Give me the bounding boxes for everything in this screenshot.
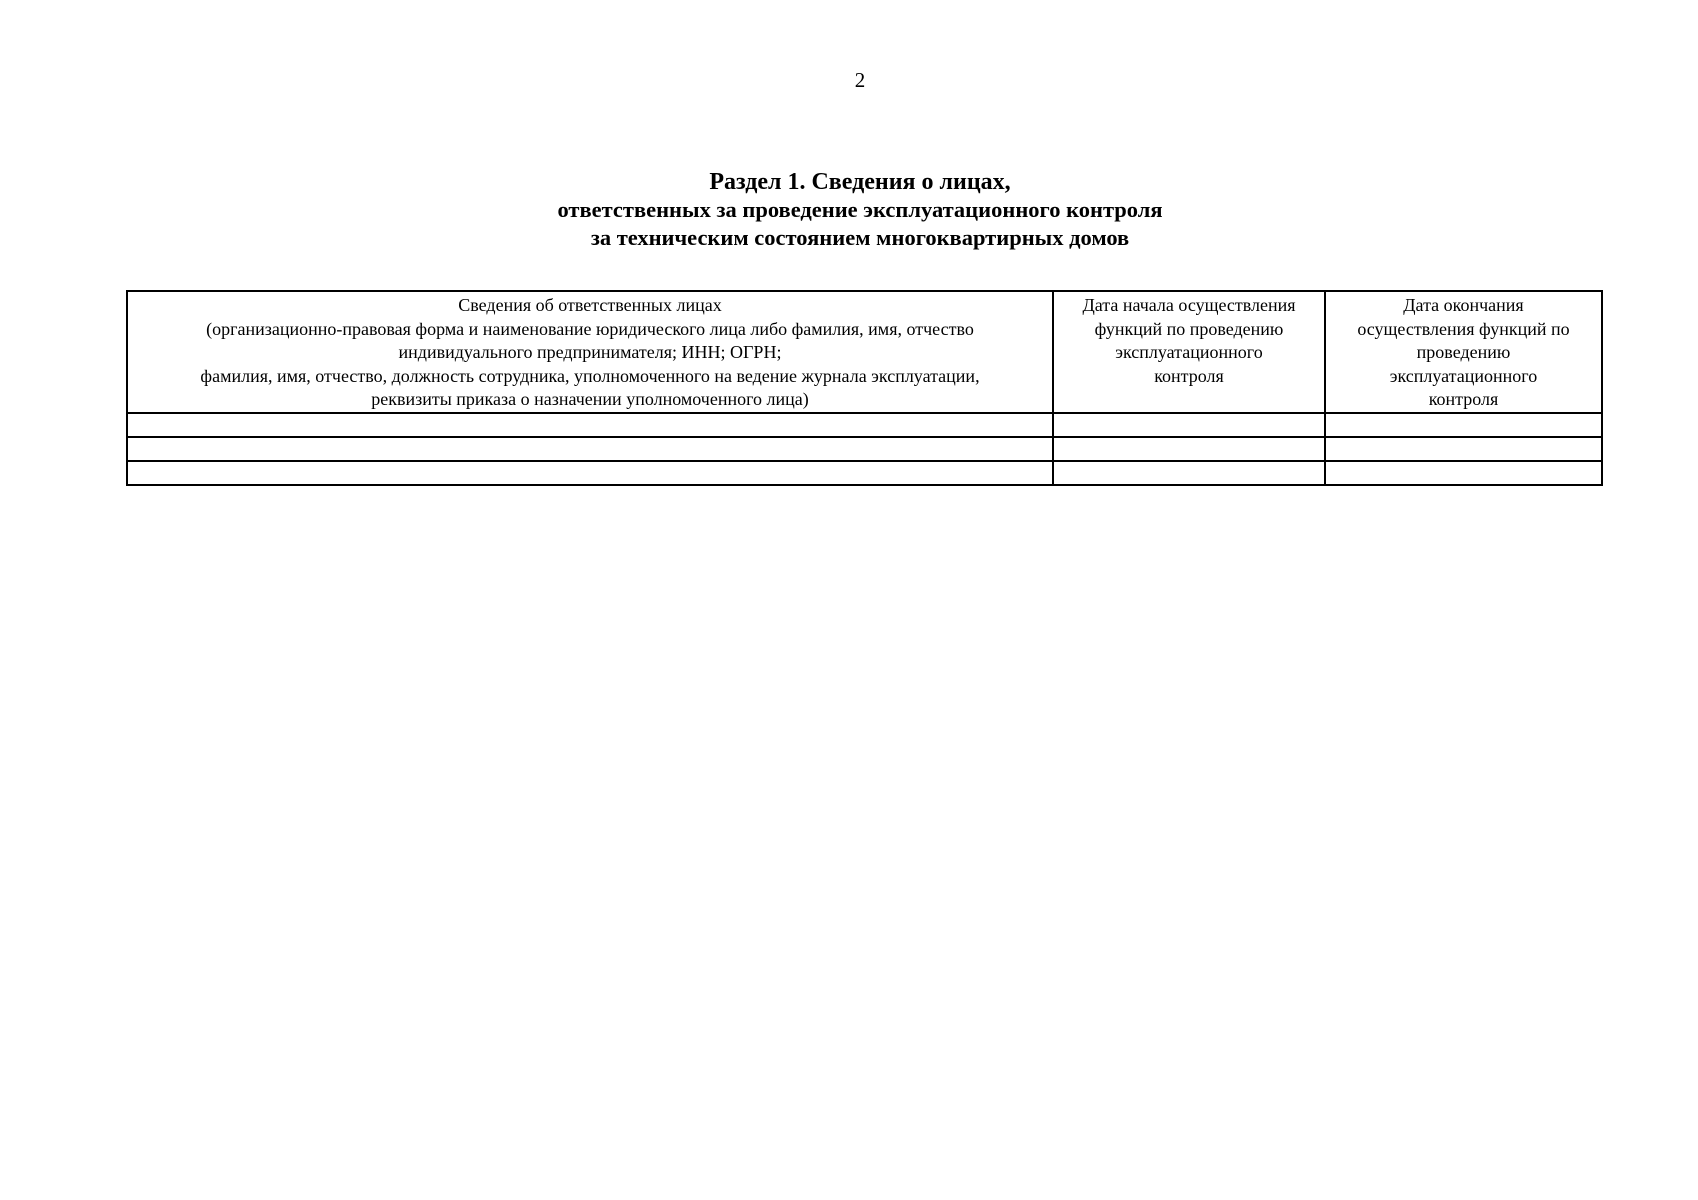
table-cell[interactable] bbox=[1053, 437, 1325, 461]
header-line: эксплуатационного bbox=[1389, 365, 1538, 386]
header-line: Сведения об ответственных лицах bbox=[458, 295, 722, 315]
table-cell[interactable] bbox=[1325, 461, 1602, 485]
page-number: 2 bbox=[854, 68, 866, 92]
table-row bbox=[127, 413, 1602, 437]
table-row bbox=[127, 437, 1602, 461]
table-row bbox=[127, 461, 1602, 485]
header-line: Дата окончания bbox=[1403, 295, 1524, 315]
header-line: контроля bbox=[1154, 365, 1224, 386]
header-line: (организационно-правовая форма и наименование юридического лица либо фамилия, имя, отчество bbox=[206, 318, 974, 339]
table-cell[interactable] bbox=[1325, 437, 1602, 461]
header-line: функций по проведению bbox=[1094, 318, 1284, 339]
header-line: индивидуального предпринимателя; ИНН; ОГРН; bbox=[398, 342, 782, 362]
header-responsible-persons bbox=[127, 291, 1053, 413]
header-start-date bbox=[1053, 291, 1325, 413]
table-cell[interactable] bbox=[127, 461, 1053, 485]
header-line: эксплуатационного bbox=[1115, 342, 1263, 362]
table-cell[interactable] bbox=[127, 437, 1053, 461]
section-title-line: Раздел 1. Сведения о лицах, bbox=[709, 169, 1011, 195]
section-title bbox=[0, 168, 1698, 252]
table-cell[interactable] bbox=[1053, 413, 1325, 437]
table-cell[interactable] bbox=[1053, 461, 1325, 485]
table-header-row bbox=[127, 291, 1602, 413]
responsible-persons-table bbox=[126, 290, 1603, 486]
header-line: проведению bbox=[1416, 342, 1511, 362]
header-line: Дата начала осуществления bbox=[1082, 295, 1296, 315]
header-end-date bbox=[1325, 291, 1602, 413]
header-line: осуществления функций по bbox=[1357, 318, 1570, 339]
section-title-line: за техническим состоянием многоквартирных домов bbox=[590, 225, 1130, 250]
table-cell[interactable] bbox=[127, 413, 1053, 437]
table-cell[interactable] bbox=[1325, 413, 1602, 437]
header-line: контроля bbox=[1428, 389, 1499, 409]
section-title-line: ответственных за проведение эксплуатационного контроля bbox=[557, 197, 1163, 222]
header-line: фамилия, имя, отчество, должность сотрудника, уполномоченного на ведение журнала эксплуатации, bbox=[200, 365, 980, 386]
header-line: реквизиты приказа о назначении уполномоченного лица) bbox=[371, 389, 809, 409]
